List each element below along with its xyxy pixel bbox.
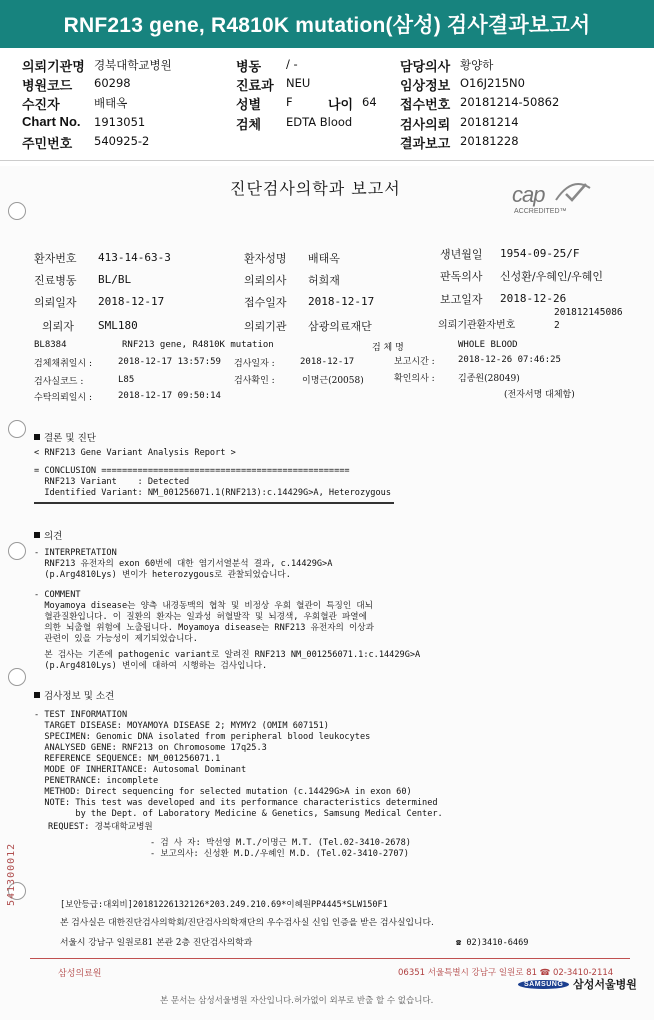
patient-value-ordering-doctor: 허희재 [308, 274, 340, 287]
info-label-department: 진료과 [236, 78, 274, 93]
patient-label-name: 환자성명 [244, 252, 287, 265]
identified-variant: Identified Variant: NM_001256071.1(RNF213):c.14429G>A, Heterozygous [34, 488, 391, 498]
section-bullet-icon [34, 434, 40, 440]
report-title-bar [0, 0, 654, 48]
comment-line: - COMMENT [34, 590, 81, 600]
specimen-label: 검 체 명 [372, 343, 404, 353]
info-value-chart-no: 1913051 [94, 115, 146, 129]
staff-line: - 보고의사: 신성환 M.D./우혜인 M.D. (Tel.02-3410-2707) [150, 849, 409, 859]
patient-value-reading-doctor: 신성환/우혜인/우혜인 [500, 270, 604, 283]
verify-value: 김종원(28049) [458, 374, 520, 384]
patient-value-institution-patient-no: 201812145086 [554, 307, 623, 318]
test-date-label: 검사일자 : [234, 359, 275, 369]
request-line: REQUEST: 경북대학교병원 [48, 822, 153, 832]
test-info-line: ANALYSED GENE: RNF213 on Chromosome 17q25.3 [34, 743, 267, 753]
staff-line: - 검 사 자: 박선영 M.T./이명근 M.T. (Tel.02-3410-2678) [150, 838, 411, 848]
result-heading: 결론 및 진단 [34, 430, 96, 444]
interpretation-line: - INTERPRETATION [34, 548, 117, 558]
patient-value-requester: SML180 [98, 319, 138, 332]
info-value-patient: 배태옥 [94, 96, 128, 110]
info-value-report-date: 20181228 [460, 134, 519, 148]
patient-label-institution-patient-no: 의뢰기관환자번호 [438, 320, 516, 331]
receive-value: 2018-12-17 09:50:14 [118, 391, 221, 401]
test-info-line: by the Dept. of Laboratory Medicine & Genetics, Samsung Medical Center. [34, 809, 443, 819]
test-code: BL8384 [34, 340, 67, 350]
info-value-sex: F [286, 95, 293, 109]
test-info-line: METHOD: Direct sequencing for selected mutation (c.14429G>A in exon 60) [34, 787, 412, 797]
patient-label-requester: 의뢰자 [42, 320, 74, 333]
test-info-heading: 검사정보 및 소견 [34, 688, 114, 702]
patient-value-ward: BL/BL [98, 273, 132, 286]
opinion-heading: 의견 [34, 528, 62, 542]
confirm-value: 이명근(20058) [302, 376, 364, 386]
punch-hole [8, 420, 26, 438]
info-label-ward: 병동 [236, 59, 262, 74]
test-info-line: PENETRANCE: incomplete [34, 776, 159, 786]
comment-line: 혈관질환입니다. 이 질환의 환자는 일과성 허혈발작 및 뇌경색, 우회혈관 파열에 [34, 612, 367, 622]
samsung-hospital-logo [518, 976, 637, 992]
verify-label: 확인의사 : [394, 374, 435, 384]
lab-address: 서울시 강남구 일원로81 본관 2층 진단검사의학과 [60, 938, 253, 948]
punch-hole [8, 202, 26, 220]
info-value-institution: 경북대학교병원 [94, 58, 172, 72]
lab-room-label: 검사실코드 : [34, 377, 84, 387]
patient-label-reading-doctor: 판독의사 [440, 270, 483, 283]
conclusion-rule [34, 502, 394, 504]
section-bullet-icon [34, 692, 40, 698]
hospital-address: 06351 서울특별시 강남구 일원로 81 ☎ 02-3410-2114 [398, 968, 614, 978]
test-date-value: 2018-12-17 [300, 357, 355, 367]
patient-info-grid [0, 48, 654, 160]
info-label-patient: 수진자 [22, 97, 60, 112]
result-report-title: < RNF213 Gene Variant Analysis Report > [34, 448, 236, 458]
patient-label-report-date: 보고일자 [440, 293, 483, 306]
info-value-resident-no: 540925-2 [94, 134, 150, 148]
info-value-ward: / - [286, 57, 298, 71]
security-line: [보안등급:대외비]20181226132126*203.249.210.69*이혜원PP4445*SLW150F1 [60, 900, 388, 910]
info-value-doctor: 황양하 [460, 58, 494, 72]
patient-label-ordering-doctor: 의뢰의사 [244, 274, 287, 287]
patient-value-report-date: 2018-12-26 [500, 292, 567, 305]
comment2-line: 본 검사는 기존에 pathogenic variant로 알려진 RNF213 NM_001256071.1:c.14429G>A [34, 650, 421, 660]
hospital-name: 삼성서울병원 [573, 978, 637, 991]
cap-check-icon [552, 180, 592, 204]
interpretation-line: (p.Arg4810Lys) 변이가 heterozygous로 관찰되었습니다. [34, 570, 291, 580]
patient-value-institution: 삼광의료재단 [308, 320, 372, 333]
patient-label-receipt-date: 접수일자 [244, 296, 287, 309]
info-label-hospital-code: 병원코드 [22, 78, 73, 93]
side-serial-number: 541300012 [6, 842, 17, 906]
info-label-clinical-info: 임상정보 [400, 78, 451, 93]
collect-label: 검체채취일시 : [34, 359, 93, 369]
info-value-request-date: 20181214 [460, 115, 519, 129]
comment-line: 관련이 있을 가능성이 제기되었습니다. [34, 634, 198, 644]
info-label-request-date: 검사의뢰 [400, 117, 451, 132]
info-value-receipt-no: 20181214-50862 [460, 95, 560, 109]
lab-room-value: L85 [118, 375, 135, 385]
report-time-label: 보고시간 : [394, 357, 435, 367]
info-value-specimen: EDTA Blood [286, 115, 353, 129]
test-info-line: NOTE: This test was developed and its performance characteristics determined [34, 798, 438, 808]
samsung-oval-icon: SAMSUNG [518, 980, 569, 989]
confidential-note: 본 문서는 삼성서울병원 자산입니다.허가없이 외부로 반출 할 수 없습니다. [160, 996, 434, 1006]
test-info-line: - TEST INFORMATION [34, 710, 128, 720]
punch-hole [8, 668, 26, 686]
interpretation-line: RNF213 유전자의 exon 60번에 대한 염기서열분석 결과, c.14429G>A [34, 559, 333, 569]
info-value-department: NEU [286, 76, 311, 90]
punch-hole [8, 542, 26, 560]
variant-status: RNF213 Variant : Detected [34, 477, 190, 487]
patient-label-institution: 의뢰기관 [244, 320, 287, 333]
test-info-line: REFERENCE SEQUENCE: NM_001256071.1 [34, 754, 221, 764]
patient-label-id: 환자번호 [34, 252, 77, 265]
conclusion-header: = CONCLUSION ================================================ [34, 466, 350, 476]
brand-left: 삼성의료원 [58, 969, 102, 979]
scanned-report [0, 166, 654, 1020]
patient-value-name: 배태옥 [308, 252, 340, 265]
test-info-line: MODE OF INHERITANCE: Autosomal Dominant [34, 765, 247, 775]
test-name: RNF213 gene, R4810K mutation [122, 340, 274, 350]
specimen-value: WHOLE BLOOD [458, 340, 518, 350]
info-label-doctor: 담당의사 [400, 59, 451, 74]
info-divider [0, 160, 654, 161]
report-time-value: 2018-12-26 07:46:25 [458, 355, 561, 365]
test-info-line: SPECIMEN: Genomic DNA isolated from peripheral blood leukocytes [34, 732, 371, 742]
lab-report-title: 진단검사의학과 보고서 [230, 179, 401, 198]
info-label-specimen: 검체 [236, 117, 262, 132]
info-value-age: 64 [362, 95, 377, 109]
comment-line: 의한 뇌출혈 위험에 노출됩니다. Moyamoya disease는 RNF213 유전자의 이상과 [34, 623, 374, 633]
info-label-resident-no: 주민번호 [22, 136, 73, 151]
report-title: RNF213 gene, R4810K mutation(삼성) 검사결과보고서 [63, 14, 591, 37]
cap-logo-text: cap [512, 182, 545, 207]
collect-value: 2018-12-17 13:57:59 [118, 357, 221, 367]
comment2-line: (p.Arg4810Lys) 변이에 대하여 시행하는 검사입니다. [34, 661, 268, 671]
patient-value-id: 413-14-63-3 [98, 251, 171, 264]
receive-label: 수탁의뢰일시 : [34, 393, 93, 403]
comment-line: Moyamoya disease는 양측 내경동맥의 협착 및 비정상 우회 혈관이 특징인 대뇌 [34, 601, 373, 611]
info-label-report-date: 결과보고 [400, 136, 451, 151]
cap-accredited-logo [512, 182, 592, 218]
info-label-chart-no: Chart No. [22, 114, 81, 129]
test-info-line: TARGET DISEASE: MOYAMOYA DISEASE 2; MYMY2 (OMIM 607151) [34, 721, 329, 731]
info-label-receipt-no: 접수번호 [400, 97, 451, 112]
e-sign-note: (전자서명 대체함) [504, 390, 575, 400]
patient-value-birth: 1954-09-25/F [500, 247, 580, 260]
patient-value-request-date: 2018-12-17 [98, 295, 165, 308]
info-label-sex: 성별 [236, 97, 262, 112]
info-label-age: 나이 [328, 97, 354, 112]
patient-value-institution-patient-no-suffix: 2 [554, 320, 560, 331]
cap-accredited-label: ACCREDITED™ [514, 208, 567, 215]
info-value-clinical-info: O16J215N0 [460, 76, 525, 90]
patient-value-receipt-date: 2018-12-17 [308, 295, 375, 308]
info-value-hospital-code: 60298 [94, 76, 131, 90]
section-bullet-icon [34, 532, 40, 538]
info-label-institution: 의뢰기관명 [22, 59, 85, 74]
patient-label-birth: 생년월일 [440, 248, 483, 261]
lab-tel: ☎ 02)3410-6469 [456, 938, 529, 948]
confirm-label: 검사확인 : [234, 376, 275, 386]
certification-text: 본 검사실은 대한진단검사의학회/진단검사의학재단의 우수검사실 신임 인증을 받은 검사실입니다. [60, 918, 434, 928]
patient-label-ward: 진료병동 [34, 274, 77, 287]
footer-divider [30, 958, 630, 959]
patient-label-request-date: 의뢰일자 [34, 296, 77, 309]
